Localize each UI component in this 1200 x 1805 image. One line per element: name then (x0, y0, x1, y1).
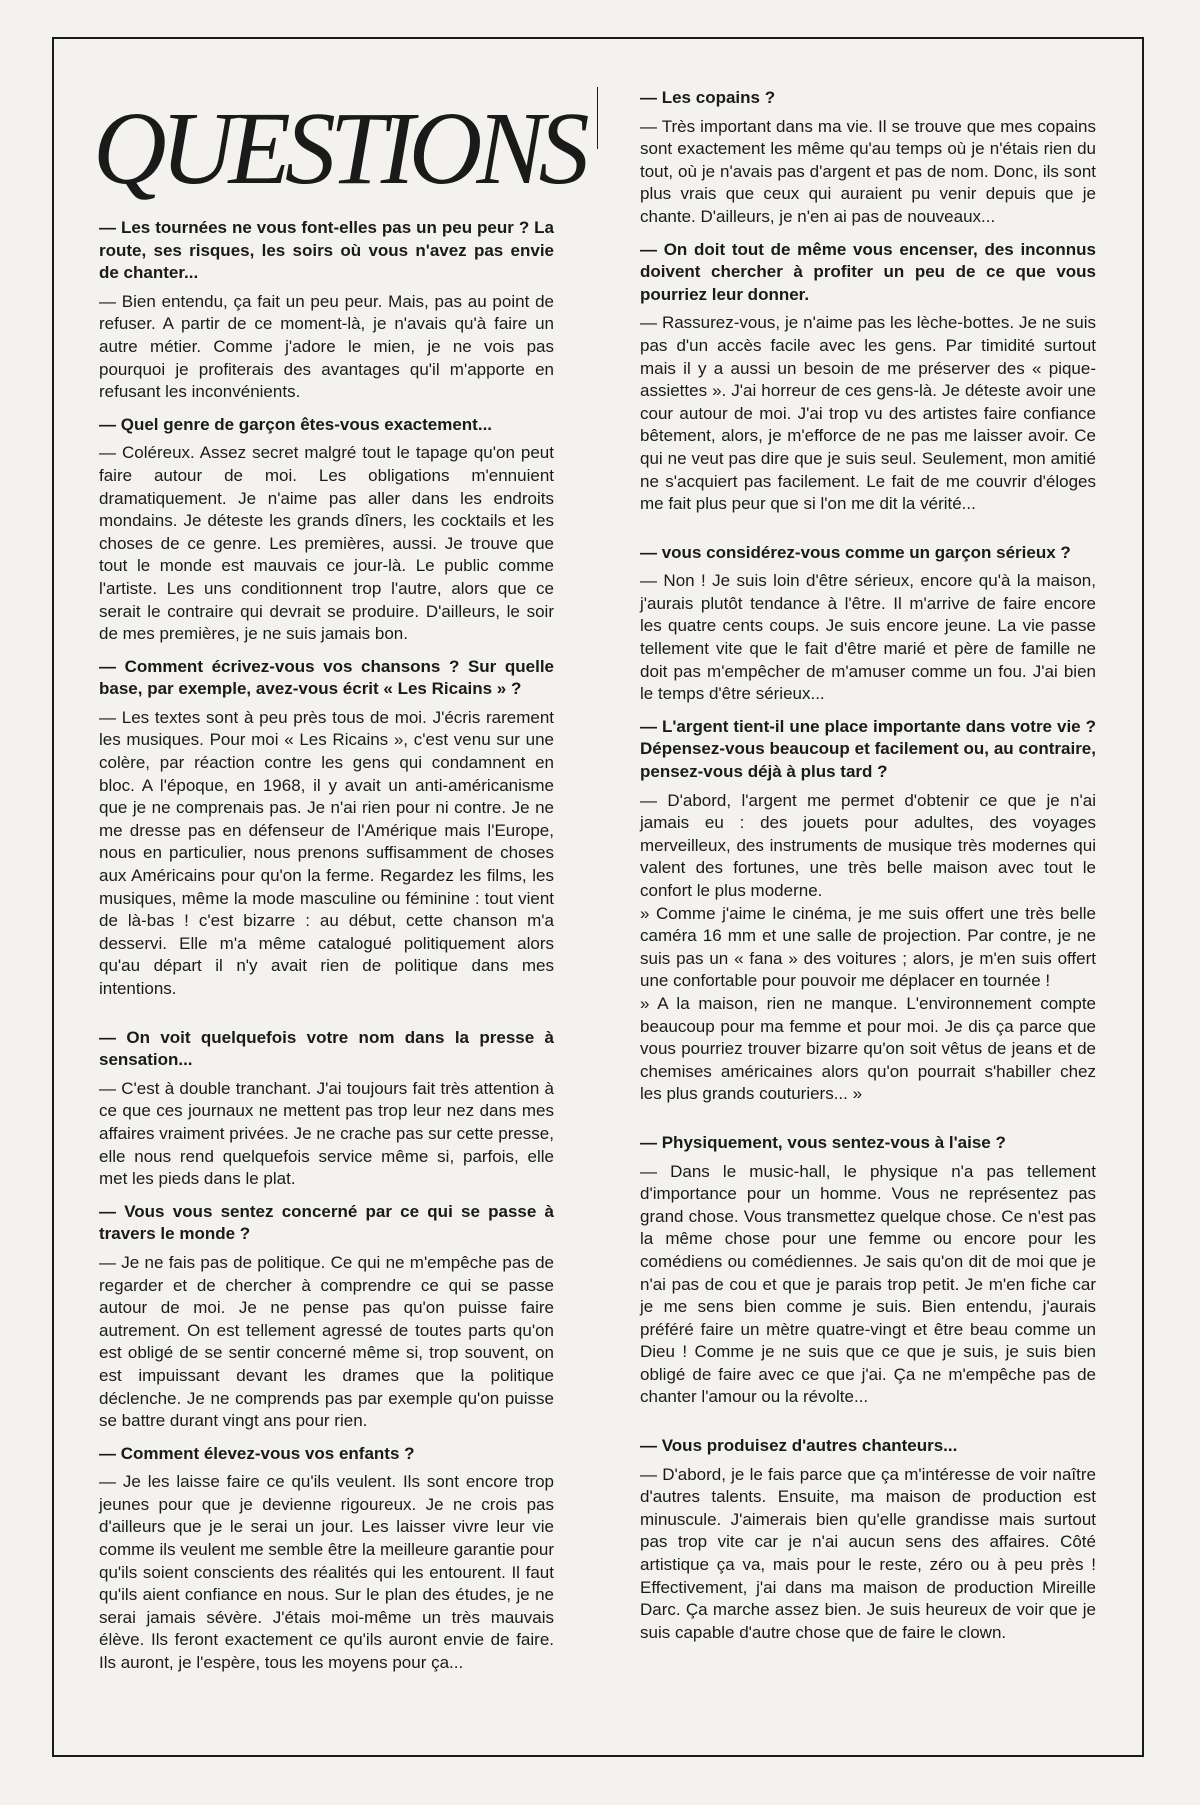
page-frame (52, 37, 1144, 1757)
answer: — Dans le music-hall, le physique n'a pas tellement d'importance pour un homme. Vous ne représentez pas grand chose. Vous transmettez quelque chose. Ce n'est pas la même chose pour une femme ou encore pour les comédiens ou comédiennes. Je sais qu'on dit de moi que je n'ai pas de cou et que je parais trop petit. Je m'en fiche car je me sens bien comme je suis. Bien entendu, j'aurais préféré faire un mètre quatre-vingt et être beau comme un Dieu ! Comme je ne suis que ce que je suis, je suis bien obligé de faire avec ce que j'ai. Ça ne m'empêche pas de chanter l'amour ou la révolte... (640, 1161, 1096, 1407)
question: — L'argent tient-il une place importante dans votre vie ? Dépensez-vous beaucoup et facilement ou, au contraire, pensez-vous déjà à plus tard ? (640, 716, 1096, 782)
question: — On doit tout de même vous encenser, des inconnus doivent chercher à profiter un peu de ce que vous pourriez leur donner. (640, 239, 1096, 304)
answer: — Coléreux. Assez secret malgré tout le tapage qu'on peut faire autour de moi. Les obligations m'ennuient dramatiquement. Je n'aime pas aller dans les endroits mondains. Je déteste les grands dîners, les cocktails et les choses de ce genre. Les premières, aussi. Je trouve que tout le monde est mauvais ce jour-là. Le public comme l'artiste. Les uns conditionnent trop l'autre, alors que ce serait le contraire qui devrait se produire. D'ailleurs, le soir de mes premières, je ne suis jamais bon. (99, 443, 554, 644)
answer: — D'abord, l'argent me permet d'obtenir ce que je n'ai jamais eu : des jouets pour adultes, des voyages merveilleux, des instruments de musique très modernes qui valent des fortunes, une très belle maison avec tout le confort le plus moderne. (640, 790, 1096, 900)
question: — Vous produisez d'autres chanteurs... (640, 1436, 958, 1456)
question: — vous considérez-vous comme un garçon sérieux ? (640, 542, 1071, 562)
answer: » Comme j'aime le cinéma, je me suis offert une très belle caméra 16 mm et une salle de projection. Par contre, je ne suis pas un « fana » des voitures ; alors, je m'en suis offert une confortable pour pouvoir me déplacer en tournée ! (640, 903, 1096, 991)
question: — Comment écrivez-vous vos chansons ? Sur quelle base, par exemple, avez-vous écrit « Les Ricains » ? (99, 656, 554, 699)
answer: » A la maison, rien ne manque. L'environnement compte beaucoup pour ma femme et pour moi. Je dis ça parce que vous pourriez trouver bizarre qu'on soit vêtus de jeans et de chemises américaines alors qu'on pourrait s'habiller chez les plus grands couturiers... » (640, 993, 1096, 1104)
answer: — Je les laisse faire ce qu'ils veulent. Ils sont encore trop jeunes pour que je devienne rigoureux. Je ne crois pas d'ailleurs que je le serai un jour. Les laisser vivre leur vie comme ils veulent me semble être la meilleure garantie pour qu'ils soient conscients des réalités qui les entourent. Il faut qu'ils aient confiance en nous. Sur le plan des études, je ne serai jamais sévère. J'étais moi-même un très mauvais élève. Ils feront exactement ce qu'ils auront envie de faire. Ils auront, je l'espère, tous les moyens pour ça... (99, 1472, 554, 1673)
answer: — Je ne fais pas de politique. Ce qui ne m'empêche pas de regarder et de chercher à comprendre ce qui se passe autour de moi. Je ne pense pas qu'on puisse faire autrement. On est tellement agressé de toutes parts qu'on est obligé de se sentir concerné même si, trop souvent, on est impuissant devant les drames que la politique déclenche. Je ne comprends pas par exemple qu'on puisse se battre durant vingt ans pour rien. (99, 1252, 554, 1431)
answer: — C'est à double tranchant. J'ai toujours fait très attention à ce que ces journaux ne mettent pas trop leur nez dans mes affaires vraiment privées. Je ne crache pas sur cette presse, elle nous rend quelquefois service même si, parfois, elle met les pieds dans le plat. (99, 1078, 554, 1189)
question: — Les tournées ne vous font-elles pas un peu peur ? La route, ses risques, les soirs où vous n'avez pas envie de chanter... (99, 218, 554, 283)
answer: — D'abord, je le fais parce que ça m'intéresse de voir naître d'autres talents. Ensuite, ma maison de production est minuscule. J'aimerais bien qu'elle grandisse mais surtout pas trop vite car je n'ai aucun sens des affaires. Côté artistique ça va, mais pour le reste, zéro ou à peu près ! Effectivement, j'ai dans ma maison de production Mireille Darc. Ça marche assez bien. Je suis heureux de voir que je suis capable d'autre chose que de faire le clown. (640, 1464, 1096, 1642)
answer: — Les textes sont à peu près tous de moi. J'écris rarement les musiques. Pour moi « Les Ricains », c'est venu sur une colère, par réaction contre les gens qui condamnent en bloc. A l'époque, en 1968, il y avait un anti-américanisme que je ne comprenais pas. Je n'ai rien pour ni contre. Je ne me dresse pas en défenseur de l'Amérique mais l'Europe, nous en particulier, nous prenons suffisamment de choses aux Américains pour qu'on la ferme. Regardez les films, les musiques, même la mode masculine ou féminine : tout vient de là-bas ! c'est bizarre : au début, cette chanson m'a desservi. Elle m'a même catalogué politiquement alors qu'au départ il n'y avait rien de politique dans mes intentions. (99, 707, 554, 998)
answer: — Rassurez-vous, je n'aime pas les lèche-bottes. Je ne suis pas d'un accès facile avec les gens. Par timidité surtout mais il y a aussi un besoin de me préserver des « pique-assiettes ». J'ai horreur de ces gens-là. Je déteste avoir une cour autour de moi. J'ai trop vu des artistes faire confiance bêtement, alors, je m'efforce de ne pas me laisser avoir. Ce qui ne veut pas dire que je suis seul. Seulement, mon amitié ne s'acquiert pas facilement. Le fait de me couvrir d'éloges me fait plus peur que si l'on me dit la vérité... (640, 313, 1096, 514)
answer: — Non ! Je suis loin d'être sérieux, encore qu'à la maison, j'aurais plutôt tendance à l'être. Il m'arrive de faire encore les quatre cents coups. Je suis encore jeune. La vie passe tellement vite que le fait d'être marié et père de famille ne doit pas m'empêcher de m'amuser comme un fou. J'ai bien le temps d'être sérieux... (640, 571, 1096, 704)
left-column (93, 87, 584, 1685)
question: — Quel genre de garçon êtes-vous exactement... (99, 414, 493, 434)
question: — Vous vous sentez concerné par ce qui se passe à travers le monde ? (99, 1201, 554, 1244)
question: — On voit quelquefois votre nom dans la presse à sensation... (99, 1027, 554, 1070)
question: — Comment élevez-vous vos enfants ? (99, 1443, 415, 1463)
answer: — Bien entendu, ça fait un peu peur. Mais, pas au point de refuser. A partir de ce moment-là, je n'avais qu'à faire un autre métier. Comme j'adore le mien, je ne vois pas pourquoi je profiterais des avantages qu'il m'apporte en refusant les inconvénients. (99, 291, 554, 402)
answer: — Très important dans ma vie. Il se trouve que mes copains sont exactement les même qu'au temps où je n'étais rien du tout, où je n'avais pas d'argent et pas de nom. Donc, ils sont plus vrais que ceux qui auraient pu venir depuis que je chante. D'ailleurs, je n'en ai pas de nouveaux... (640, 116, 1096, 226)
question: — Les copains ? (640, 88, 776, 107)
right-column (640, 87, 1096, 1654)
column-divider (597, 87, 598, 149)
page-title: QUESTIONS (93, 91, 584, 206)
question: — Physiquement, vous sentez-vous à l'aise ? (640, 1132, 1006, 1152)
